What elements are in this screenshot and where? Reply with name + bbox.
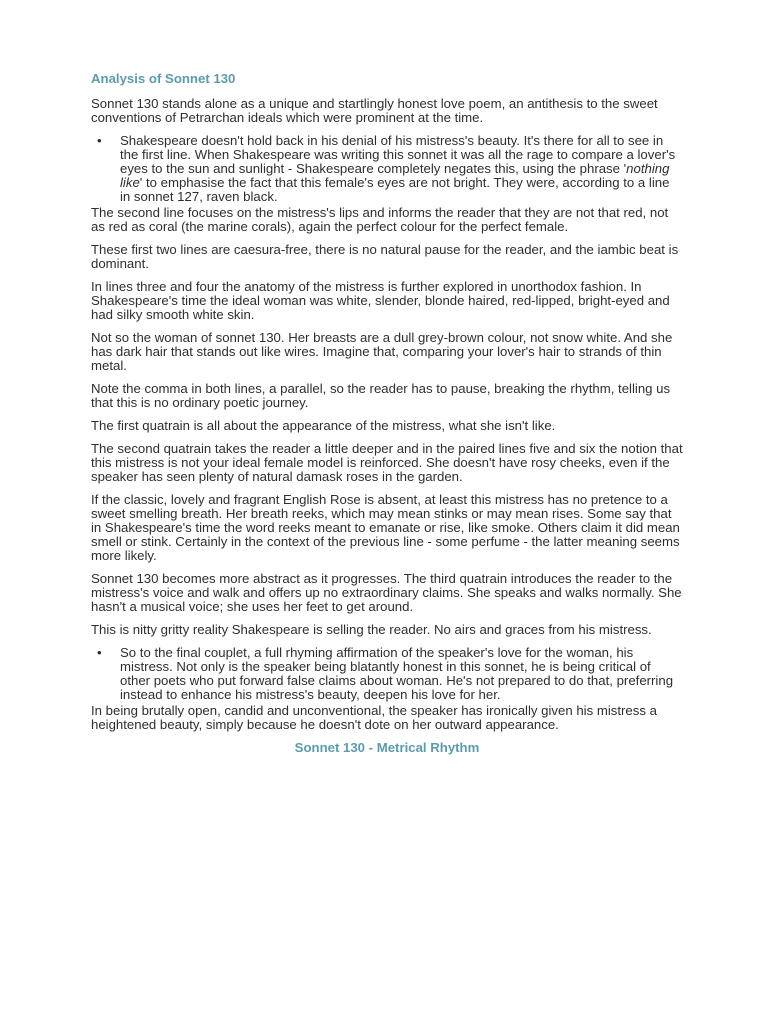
paragraph-english-rose: If the classic, lovely and fragrant English Rose is absent, at least this mistress has no pretence to a sweet smelling breath. Her breath reeks, which may mean stinks or may mean rises. Some say that in Shakespeare's time the word reeks meant to emanate or rise, like smoke. Others claim it did mean smell or stink. Certainly in the context of the previous line - some perfume - the latter meaning seems more likely. bbox=[91, 492, 680, 563]
paragraph-not-so: Not so the woman of sonnet 130. Her breasts are a dull grey-brown colour, not snow white. And she has dark hair that stands out like wires. Imagine that, comparing your lover's hair to strands of thin metal. bbox=[91, 330, 673, 373]
paragraph-conclusion: In being brutally open, candid and unconventional, the speaker has ironically given his mistress a heightened beauty, simply because he doesn't dote on her outward appearance. bbox=[91, 703, 657, 732]
page-title: Analysis of Sonnet 130 bbox=[91, 71, 236, 86]
paragraph-anatomy: In lines three and four the anatomy of the mistress is further explored in unorthodox fashion. In Shakespeare's time the ideal woman was white, slender, blonde haired, red-lipped, bright-eyed and had silky smooth white skin. bbox=[91, 279, 670, 322]
document-body bbox=[91, 71, 683, 755]
bullet-list-1 bbox=[91, 134, 683, 204]
paragraph-comma: Note the comma in both lines, a parallel, so the reader has to pause, breaking the rhythm, telling us that this is no ordinary poetic journey. bbox=[91, 381, 671, 410]
paragraph-caesura: These first two lines are caesura-free, there is no natural pause for the reader, and the iambic beat is dominant. bbox=[91, 242, 679, 271]
paragraph-abstract: Sonnet 130 becomes more abstract as it progresses. The third quatrain introduces the reader to the mistress's voice and walk and offers up no extraordinary claims. She speaks and walks normally. She hasn't a musical voice; she uses her feet to get around. bbox=[91, 571, 682, 614]
paragraph-first-quatrain: The first quatrain is all about the appearance of the mistress, what she isn't like. bbox=[91, 418, 556, 433]
intro-paragraph: Sonnet 130 stands alone as a unique and startlingly honest love poem, an antithesis to the sweet conventions of Petrarchan ideals which were prominent at the time. bbox=[91, 96, 658, 125]
list-item bbox=[91, 134, 683, 204]
bullet-icon: • bbox=[97, 133, 102, 148]
list-item bbox=[91, 646, 683, 702]
paragraph-nitty-gritty: This is nitty gritty reality Shakespeare is selling the reader. No airs and graces from his mistress. bbox=[91, 622, 652, 637]
section-subheading: Sonnet 130 - Metrical Rhythm bbox=[294, 740, 480, 755]
bullet-text-emphasis: nothing like bbox=[120, 161, 670, 190]
bullet-icon: • bbox=[97, 645, 102, 660]
paragraph-second-quatrain: The second quatrain takes the reader a little deeper and in the paired lines five and six the notion that this mistress is not your ideal female model is reinforced. She doesn't have rosy cheeks, even if the speaker has seen plenty of natural damask roses in the garden. bbox=[91, 441, 683, 484]
bullet-list-2 bbox=[91, 646, 683, 702]
paragraph-lips: The second line focuses on the mistress's lips and informs the reader that they are not that red, not as red as coral (the marine corals), again the perfect colour for the perfect female. bbox=[91, 205, 669, 234]
bullet-text-after: ' to emphasise the fact that this female's eyes are not bright. They were, according to a line in sonnet 127, raven black. bbox=[120, 175, 670, 204]
bullet-text: So to the final couplet, a full rhyming affirmation of the speaker's love for the woman, his mistress. Not only is the speaker being blatantly honest in this sonnet, he is being critical of other poets who put forward false claims about woman. He's not prepared to do that, preferring instead to enhance his mistress's beauty, deepen his love for her. bbox=[120, 645, 674, 702]
bullet-text-before: Shakespeare doesn't hold back in his denial of his mistress's beauty. It's there for all to see in the first line. When Shakespeare was writing this sonnet it was all the rage to compare a lover's eyes to the sun and sunlight - Shakespeare completely negates this, using the phrase ' bbox=[120, 133, 676, 176]
